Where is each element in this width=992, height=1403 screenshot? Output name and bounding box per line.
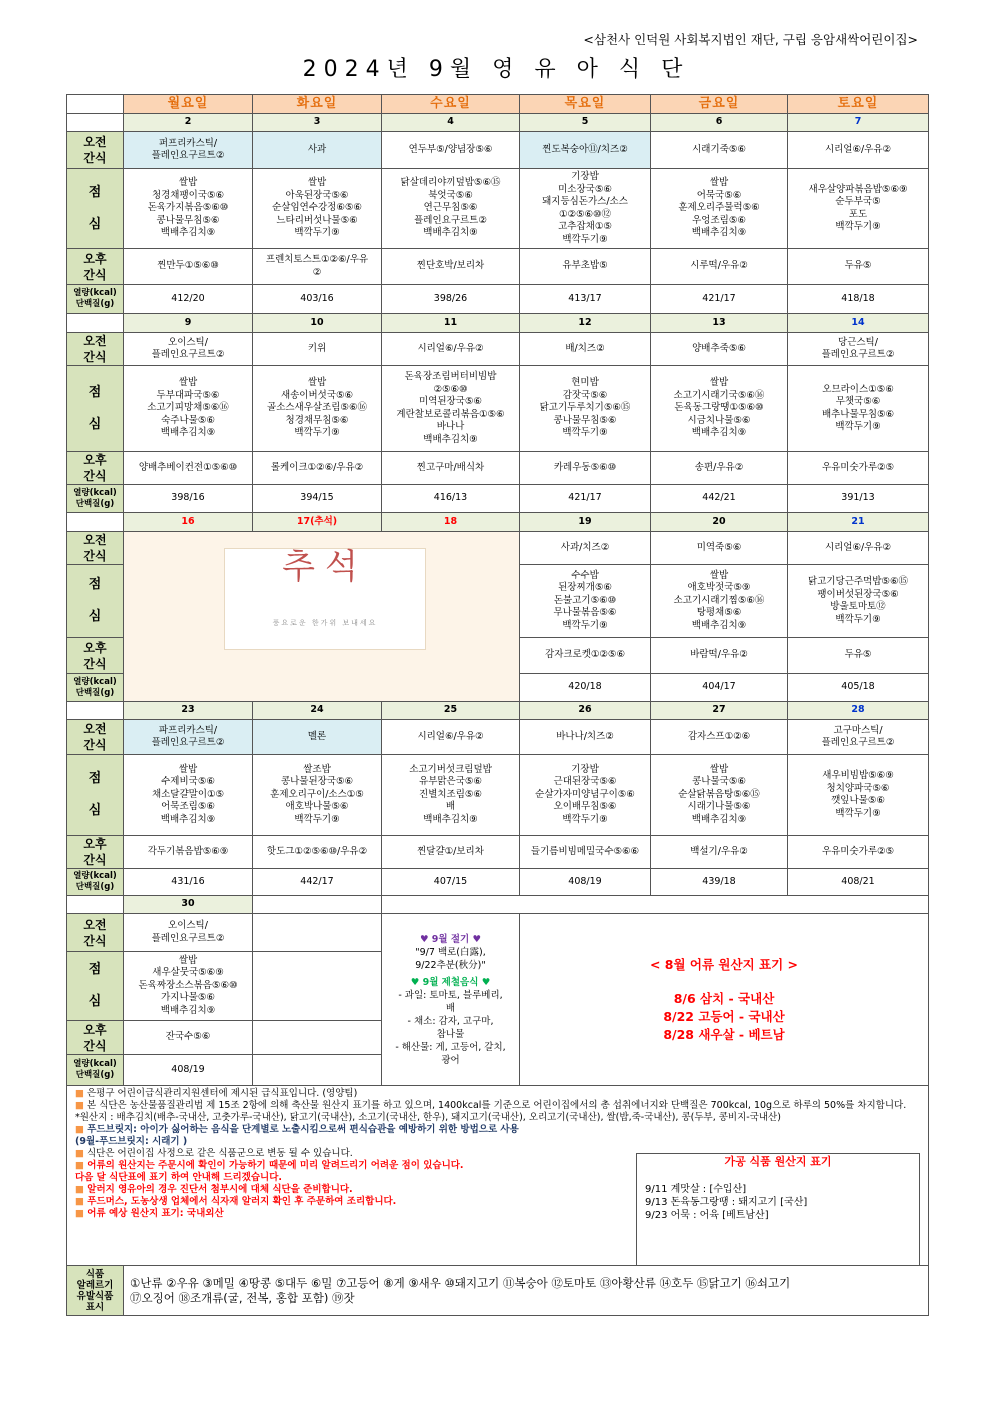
day-header: 토요일 [788, 95, 929, 114]
pm-snack-label: 오후 간식 [67, 249, 124, 285]
date-label-blank [67, 896, 124, 914]
am-snack-cell: 시리얼⑥/우유② [788, 532, 929, 565]
am-snack-cell: 감자스프①②⑥ [651, 720, 788, 755]
season-food-heading: ♥ 9월 제철음식 ♥ [410, 976, 491, 988]
kcal-cell: 408/21 [788, 869, 929, 896]
lunch-cell: 돈육장조림버터비빔밥 ②⑤⑥⑩ 미역된장국⑤⑥ 계란찰보로콜리볶음①⑤⑥ 바나나 백배추김치⑨ [382, 366, 520, 452]
kcal-cell: 416/13 [382, 485, 520, 513]
kcal-cell: 413/17 [520, 285, 651, 314]
season-info [382, 914, 520, 1086]
chuseok-banner [124, 532, 520, 702]
date-cell: 3 [253, 114, 382, 132]
season-food-line: - 채소: 감자, 고구마, [407, 1015, 494, 1027]
date-cell: 2 [124, 114, 253, 132]
date-cell: 13 [651, 314, 788, 333]
kcal-cell: 404/17 [651, 674, 788, 702]
am-snack-cell: 바나나/치즈② [520, 720, 651, 755]
lunch-cell: 닭살데리야끼덮밥⑤⑥⑮ 북엇국⑤⑥ 연근무침⑤⑥ 플레인요구르트② 백배추김치⑨ [382, 169, 520, 249]
lunch-cell: 오므라이스①⑤⑥ 무챗국⑤⑥ 배추나물무침⑤⑥ 백깍두기⑨ [788, 366, 929, 452]
pm-snack-cell: 프렌치토스트①②⑥/우유 ② [253, 249, 382, 285]
am-snack-cell: 시리얼⑥/우유② [382, 720, 520, 755]
pm-snack-label: 오후 간식 [67, 836, 124, 869]
am-snack-label: 오전 간식 [67, 132, 124, 169]
pm-snack-cell: 찐달걀①/보리차 [382, 836, 520, 869]
empty-cell [253, 1055, 382, 1086]
am-snack-cell: 오이스틱/ 플레인요구르트② [124, 914, 253, 952]
date-cell: 21 [788, 513, 929, 532]
corner-cell [67, 95, 124, 114]
pm-snack-cell: 두유⑤ [788, 638, 929, 674]
date-label-blank [67, 513, 124, 532]
empty-cell [253, 952, 382, 1021]
season-food-line: - 해산물: 게, 고등어, 갈치, [395, 1041, 506, 1053]
kcal-cell: 394/15 [253, 485, 382, 513]
season-term-heading: ♥ 9월 절기 ♥ [419, 933, 482, 945]
note-line: ■ 푸드브릿지: 아이가 싫어하는 음식을 단계별로 노출시킴으로써 편식습관을 예방하기 위한 방법으로 사용 [75, 1124, 519, 1135]
kcal-cell: 431/16 [124, 869, 253, 896]
day-header: 목요일 [520, 95, 651, 114]
kcal-cell: 398/16 [124, 485, 253, 513]
date-cell: 26 [520, 702, 651, 720]
note-line: ■ 본 식단은 농산물품질관리법 제 15조 2항에 의해 축산물 원산지 표기를 하고 있으며, 1400kcal를 기준으로 어린이집에서의 총 섭취에너지와 단백질은 700kcal, 10g으로 하루의 50%를 차지합니다. [75, 1100, 907, 1111]
kcal-label: 열량(kcal) 단백질(g) [67, 285, 124, 314]
lunch-cell: 기장밥 미소장국⑤⑥ 돼지등심돈가스/소스 ①②⑤⑥⑩⑫ 고추잡채①⑤ 백깍두기⑨ [520, 169, 651, 249]
date-cell: 28 [788, 702, 929, 720]
lunch-label: 점 심 [67, 366, 124, 452]
season-food-line: - 과일: 토마토, 블루베리, [398, 989, 503, 1001]
kcal-label: 열량(kcal) 단백질(g) [67, 674, 124, 702]
lunch-cell: 쌀밥 새송이버섯국⑤⑥ 골소스새우살조림⑤⑥⑯ 청경채무침⑤⑥ 백깍두기⑨ [253, 366, 382, 452]
date-cell: 16 [124, 513, 253, 532]
date-cell: 5 [520, 114, 651, 132]
kcal-cell: 418/18 [788, 285, 929, 314]
lunch-cell: 쌀밥 소고기시래기국⑤⑥⑯ 돈육동그랑땡①⑤⑥⑩ 시금치나물⑤⑥ 백배추김치⑨ [651, 366, 788, 452]
kcal-cell: 405/18 [788, 674, 929, 702]
lunch-label: 점 심 [67, 952, 124, 1021]
lunch-cell: 쌀밥 수제비국⑤⑥ 채소달걀말이①⑤ 어묵조림⑤⑥ 백배추김치⑨ [124, 755, 253, 836]
note-line: ■ 알러지 영유아의 경우 진단서 첨부시에 대체 식단을 준비합니다. [75, 1184, 353, 1195]
am-snack-cell: 배/치즈② [520, 333, 651, 366]
season-food-line: 광어 [441, 1054, 460, 1066]
chuseok-subtitle: 풍요로운 한가위 보내세요 [272, 619, 378, 627]
am-snack-label: 오전 간식 [67, 914, 124, 952]
kcal-cell: 391/13 [788, 485, 929, 513]
kcal-cell: 408/19 [124, 1055, 253, 1086]
lunch-cell: 소고기버섯크림덮밥 유부맑은국⑤⑥ 진별치조림⑤⑥ 배 백배추김치⑨ [382, 755, 520, 836]
pm-snack-label: 오후 간식 [67, 452, 124, 485]
fish-origin-line: 8/28 새우살 - 베트남 [663, 1026, 785, 1042]
kcal-cell: 420/18 [520, 674, 651, 702]
kcal-cell: 403/16 [253, 285, 382, 314]
note-line: ■ 식단은 어린이집 사정으로 같은 식품군으로 변동 될 수 있습니다. [75, 1148, 353, 1159]
kcal-label: 열량(kcal) 단백질(g) [67, 485, 124, 513]
menu-table [66, 94, 929, 1316]
day-header: 금요일 [651, 95, 788, 114]
am-snack-label: 오전 간식 [67, 532, 124, 565]
pm-snack-cell: 백설기/우유② [651, 836, 788, 869]
date-blank [382, 896, 929, 914]
allergy-line: ⑰오징어 ⑱조개류(굴, 전복, 홍합 포함) ⑲잣 [130, 1290, 355, 1305]
processed-food-heading: 가공 식품 원산지 표기 [724, 1155, 832, 1168]
pm-snack-cell: 들기름비빔메밀국수⑤⑥⑥ [520, 836, 651, 869]
lunch-cell: 쌀밥 어묵국⑤⑥ 훈제오리주물럭⑤⑥ 우엉조림⑤⑥ 백배추김치⑨ [651, 169, 788, 249]
date-cell: 10 [253, 314, 382, 333]
pm-snack-cell: 시루떡/우유② [651, 249, 788, 285]
processed-food-line: 9/23 어묵 : 어육 [베트남산] [645, 1209, 769, 1221]
date-cell: 12 [520, 314, 651, 333]
am-snack-cell: 사과 [253, 132, 382, 169]
season-term-line: 9/22추분(秋分)" [415, 959, 486, 971]
pm-snack-cell: 양배추베이컨전①⑤⑥⑩ [124, 452, 253, 485]
pm-snack-label: 오후 간식 [67, 1021, 124, 1055]
am-snack-cell: 양배추죽⑤⑥ [651, 333, 788, 366]
pm-snack-cell: 유부초밥⑤ [520, 249, 651, 285]
chuseok-title: 추석 [282, 547, 368, 587]
fish-origin-line: 8/22 고등어 - 국내산 [663, 1008, 785, 1024]
note-line: ■ 은평구 어린이급식관리지원센터에 제시된 급식표입니다. (영양팀) [75, 1088, 358, 1099]
day-header: 월요일 [124, 95, 253, 114]
date-cell: 24 [253, 702, 382, 720]
day-header: 수요일 [382, 95, 520, 114]
note-line: ■ 어류 예상 원산지 표기: 국내외산 [75, 1208, 224, 1219]
date-cell: 4 [382, 114, 520, 132]
notes-section [67, 1086, 929, 1266]
fish-origin-heading: < 8월 어류 원산지 표기 > [649, 956, 798, 972]
am-snack-cell: 오이스틱/ 플레인요구르트② [124, 333, 253, 366]
am-snack-cell: 시래기죽⑤⑥ [651, 132, 788, 169]
lunch-cell: 쌀조밥 콩나물된장국⑤⑥ 훈제오리구이/소스①⑤ 애호박나물⑤⑥ 백깍두기⑨ [253, 755, 382, 836]
kcal-cell: 407/15 [382, 869, 520, 896]
note-line: ■ 푸드머스, 도농상생 업체에서 식자재 알러지 확인 후 주문하여 조리합니다. [75, 1196, 397, 1207]
season-term-line: "9/7 백로(白露), [415, 946, 486, 958]
note-line: (9월-푸드브릿지: 시래기 ) [75, 1136, 188, 1147]
kcal-cell: 442/17 [253, 869, 382, 896]
lunch-cell: 닭고기당근주먹밥⑤⑥⑮ 팽이버섯된장국⑤⑥ 방울토마토⑫ 백깍두기⑨ [788, 565, 929, 638]
pm-snack-cell: 찐만두①⑤⑥⑩ [124, 249, 253, 285]
kcal-cell: 442/21 [651, 485, 788, 513]
lunch-label: 점 심 [67, 169, 124, 249]
pm-snack-cell: 찐단호박/보리차 [382, 249, 520, 285]
am-snack-cell: 시리얼⑥/우유② [788, 132, 929, 169]
pm-snack-cell: 카레우동⑤⑥⑩ [520, 452, 651, 485]
date-label-blank [67, 702, 124, 720]
allergy-list [124, 1266, 929, 1316]
season-food-line: 배 [445, 1002, 456, 1014]
pm-snack-cell: 우유미숫가루②⑤ [788, 836, 929, 869]
kcal-cell: 421/17 [651, 285, 788, 314]
lunch-cell: 기장밥 근대된장국⑤⑥ 순살가자미양념구이⑤⑥ 오이배무침⑤⑥ 백깍두기⑨ [520, 755, 651, 836]
am-snack-cell: 찐도복숭아⑪/치즈② [520, 132, 651, 169]
pm-snack-cell: 감자크로켓①②⑤⑥ [520, 638, 651, 674]
pm-snack-cell: 찐고구마/배식차 [382, 452, 520, 485]
am-snack-cell: 사과/치즈② [520, 532, 651, 565]
date-blank [253, 896, 382, 914]
kcal-cell: 421/17 [520, 485, 651, 513]
date-cell: 30 [124, 896, 253, 914]
date-label-blank [67, 114, 124, 132]
pm-snack-cell: 바람떡/우유② [651, 638, 788, 674]
lunch-label: 점 심 [67, 755, 124, 836]
date-cell: 9 [124, 314, 253, 333]
date-cell: 14 [788, 314, 929, 333]
am-snack-cell: 시리얼⑥/우유② [382, 333, 520, 366]
am-snack-label: 오전 간식 [67, 720, 124, 755]
lunch-cell: 쌀밥 아욱된장국⑤⑥ 순살임연수강정⑥⑤⑥ 느타리버섯나물⑤⑥ 백깍두기⑨ [253, 169, 382, 249]
kcal-cell: 398/26 [382, 285, 520, 314]
date-cell: 19 [520, 513, 651, 532]
date-cell: 18 [382, 513, 520, 532]
page-title: 2024년 9월 영 유 아 식 단 [302, 57, 690, 82]
date-cell: 6 [651, 114, 788, 132]
pm-snack-cell: 각두기볶음밥⑤⑥⑨ [124, 836, 253, 869]
organization-name: <삼천사 인덕원 사회복지법인 재단, 구립 응암새싹어린이집> [583, 32, 918, 47]
lunch-cell: 쌀밥 애호박젓국⑤⑨ 소고기시래기찜⑤⑥⑯ 탕평채⑤⑥ 백배추김치⑨ [651, 565, 788, 638]
lunch-cell: 수수밥 된장찌개⑤⑥ 돈불고기⑤⑥⑩ 무나물볶음⑤⑥ 백깍두기⑨ [520, 565, 651, 638]
date-cell: 20 [651, 513, 788, 532]
processed-food-line: 9/13 돈육동그랑땡 : 돼지고기 [국산] [645, 1196, 808, 1208]
lunch-cell: 현미밥 감잣국⑤⑥ 닭고기두루치기⑤⑥⑮ 콩나물무침⑤⑥ 백깍두기⑨ [520, 366, 651, 452]
date-label-blank [67, 314, 124, 333]
processed-food-line: 9/11 계맛살 : [수입산] [645, 1183, 747, 1195]
chuseok-card [224, 548, 426, 650]
am-snack-cell: 멜론 [253, 720, 382, 755]
kcal-label: 열량(kcal) 단백질(g) [67, 1055, 124, 1086]
processed-food-origin-box [636, 1153, 920, 1266]
am-snack-cell: 퍼프리카스틱/ 플레인요구르트② [124, 132, 253, 169]
lunch-label: 점 심 [67, 565, 124, 638]
kcal-cell: 408/19 [520, 869, 651, 896]
empty-cell [253, 1021, 382, 1055]
pm-snack-cell: 핫도그①②⑤⑥⑩/우유② [253, 836, 382, 869]
date-cell: 27 [651, 702, 788, 720]
date-cell: 7 [788, 114, 929, 132]
lunch-cell: 새우살양파볶음밥⑤⑥⑨ 순두부국⑤ 포도 백깍두기⑨ [788, 169, 929, 249]
am-snack-cell: 키위 [253, 333, 382, 366]
lunch-cell: 쌀밥 두부대파국⑤⑥ 소고기피망채⑤⑥⑯ 숙주나물⑤⑥ 백배추김치⑨ [124, 366, 253, 452]
lunch-cell: 쌀밥 새우살뭇국⑤⑥⑨ 돈육짜장소스볶음⑤⑥⑩ 가지나물⑤⑥ 백배추김치⑨ [124, 952, 253, 1021]
pm-snack-cell: 두유⑤ [788, 249, 929, 285]
fish-origin-line: 8/6 삼치 - 국내산 [673, 990, 775, 1006]
kcal-cell: 439/18 [651, 869, 788, 896]
date-cell: 23 [124, 702, 253, 720]
am-snack-cell: 당근스틱/ 플레인요구르트② [788, 333, 929, 366]
note-line: 다음 달 식단표에 표기 하여 안내해 드리겠습니다. [75, 1172, 282, 1183]
pm-snack-cell: 잔국수⑤⑥ [124, 1021, 253, 1055]
pm-snack-label: 오후 간식 [67, 638, 124, 674]
am-snack-label: 오전 간식 [67, 333, 124, 366]
am-snack-cell: 파프리카스틱/ 플레인요구르트② [124, 720, 253, 755]
date-cell: 11 [382, 314, 520, 333]
lunch-cell: 쌀밥 청경채팽이국⑤⑥ 돈육가지볶음⑤⑥⑩ 콩나물무침⑤⑥ 백배추김치⑨ [124, 169, 253, 249]
pm-snack-cell: 송편/우유② [651, 452, 788, 485]
kcal-label: 열량(kcal) 단백질(g) [67, 869, 124, 896]
am-snack-cell: 연두부⑤/양념장⑤⑥ [382, 132, 520, 169]
am-snack-cell: 미역죽⑤⑥ [651, 532, 788, 565]
allergy-line: ①난류 ②우유 ③메밀 ④땅콩 ⑤대두 ⑥밀 ⑦고등어 ⑧게 ⑨새우 ⑩돼지고기 ⑪복숭아 ⑫토마토 ⑬아황산류 ⑭호두 ⑮닭고기 ⑯쇠고기 [130, 1275, 791, 1290]
date-cell: 17(추석) [253, 513, 382, 532]
empty-cell [253, 914, 382, 952]
kcal-cell: 412/20 [124, 285, 253, 314]
season-food-line: 참나물 [436, 1028, 465, 1040]
note-line: *원산지 : 배추김치(배추-국내산, 고춧가루-국내산), 닭고기(국내산), 소고기(국내산, 한우), 돼지고기(국내산), 오리고기(국내산), 쌀(밥,죽-국내산), 콩(두부, 콩비지-국내산) [75, 1112, 781, 1123]
lunch-cell: 새우비빔밥⑤⑥⑨ 청치양파국⑤⑥ 깻잎나물⑤⑥ 백깍두기⑨ [788, 755, 929, 836]
allergy-label: 식품 알레르기 유발식품 표시 [67, 1266, 124, 1316]
date-cell: 25 [382, 702, 520, 720]
fish-origin [520, 914, 929, 1086]
note-line: ■ 어류의 원산지는 주문시에 확인이 가능하기 때문에 미리 알려드리기 어려운 점이 있습니다. [75, 1160, 464, 1171]
lunch-cell: 쌀밥 콩나물국⑤⑥ 순살닭볶음탕⑤⑥⑮ 시래기나물⑤⑥ 백배추김치⑨ [651, 755, 788, 836]
pm-snack-cell: 우유미숫가루②⑤ [788, 452, 929, 485]
am-snack-cell: 고구마스틱/ 플레인요구르트② [788, 720, 929, 755]
day-header: 화요일 [253, 95, 382, 114]
pm-snack-cell: 롤케이크①②⑥/우유② [253, 452, 382, 485]
